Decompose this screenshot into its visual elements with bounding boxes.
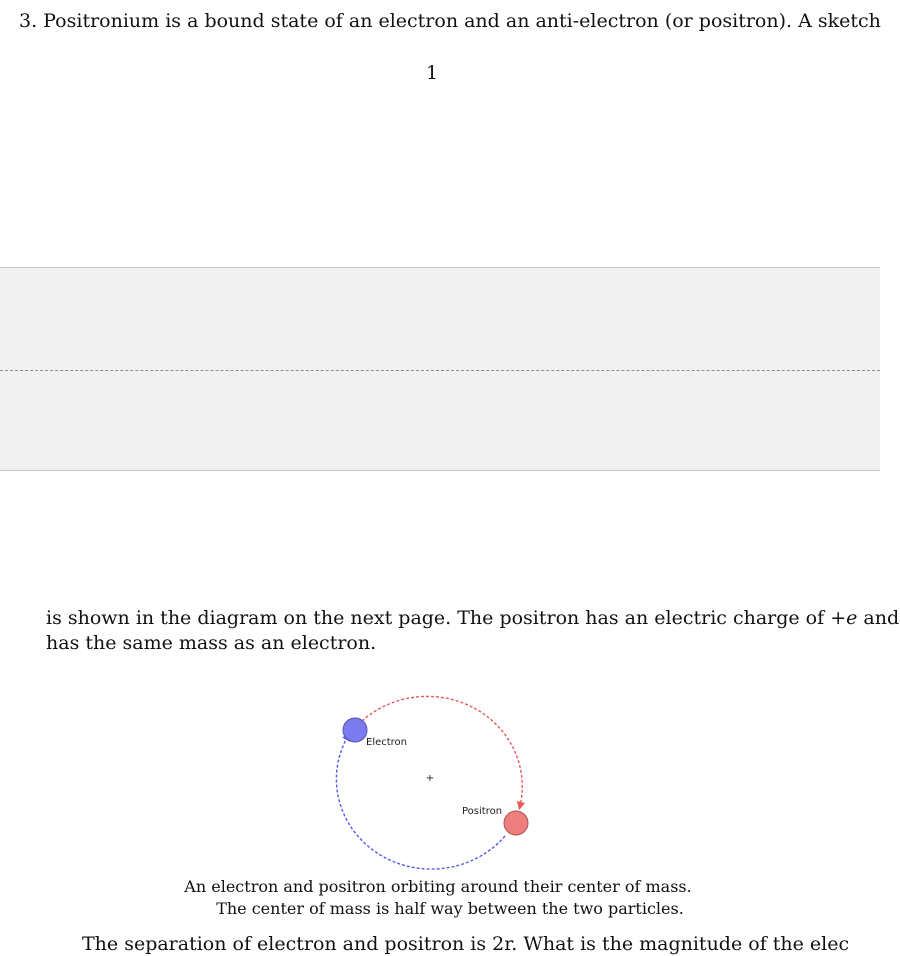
positron-orbit-path — [362, 696, 522, 806]
figure-caption-line-1: An electron and positron orbiting around their center of mass. — [184, 877, 692, 896]
electron-label: Electron — [366, 737, 408, 748]
next-question-line-partial: The separation of electron and positron is 2r. What is the magnitude of the elec — [82, 933, 850, 955]
continuation-line-1 — [46, 606, 899, 630]
figure-caption-line-2: The center of mass is half way between the two particles. — [216, 899, 684, 918]
electron-orbit-path — [336, 736, 505, 869]
page-break — [0, 267, 880, 471]
page-break-divider — [0, 370, 880, 371]
page-1 — [0, 0, 880, 268]
page-number: 1 — [425, 62, 439, 84]
positron-particle — [504, 811, 528, 835]
center-of-mass-mark: + — [425, 773, 435, 784]
continuation-text-start: is shown in the diagram on the next page. The positron has an electric charge of — [46, 607, 831, 629]
positron-label: Positron — [462, 806, 503, 817]
continuation-line-2: has the same mass as an electron. — [46, 632, 377, 654]
positron-charge-math: +e — [830, 607, 858, 629]
problem-statement-line: 3. Positronium is a bound state of an electron and an anti-electron (or positron). A sketch — [19, 10, 881, 32]
electron-particle — [343, 718, 367, 742]
continuation-text-end: and — [857, 607, 900, 629]
positronium-orbit-diagram — [330, 676, 540, 876]
